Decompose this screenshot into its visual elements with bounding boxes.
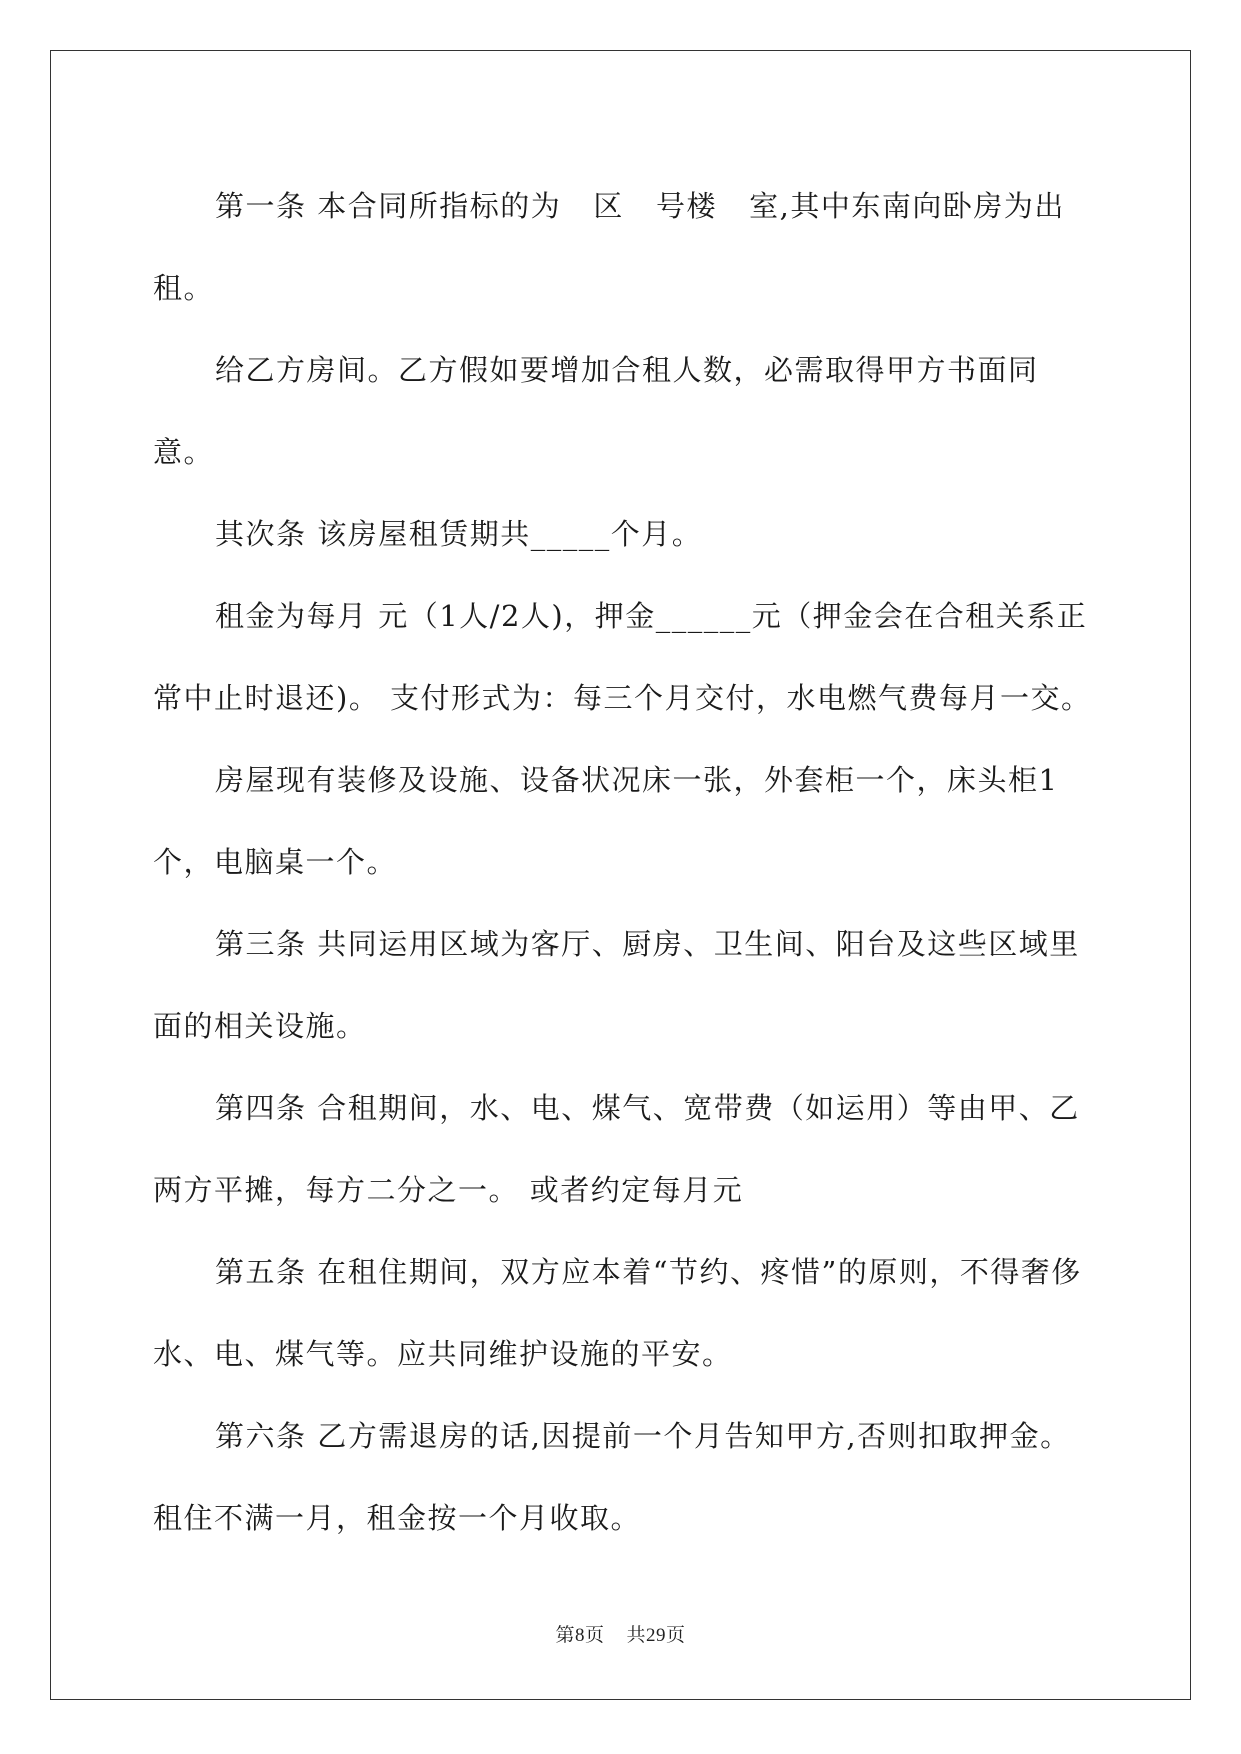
clause-2-rent: 租金为每月 元（1人/2人)，押金______元（押金会在合租关系正常中止时退还)。 支付形式为：每三个月交付，水电燃气费每月一交。: [153, 599, 1092, 715]
clause-3: 第三条 共同运用区域为客厅、厨房、卫生间、阳台及这些区域里面的相关设施。: [153, 927, 1080, 1043]
page-total: 共29页: [626, 1625, 686, 1646]
document-body: [153, 165, 1093, 1559]
clause-1-continued: 给乙方房间。乙方假如要增加合租人数，必需取得甲方书面同意。: [153, 353, 1039, 469]
page-footer: [0, 1620, 1241, 1647]
clause-2-furnishings: 房屋现有装修及设施、设备状况床一张，外套柜一个，床头柜1个，电脑桌一个。: [153, 763, 1059, 879]
clause-6: 第六条 乙方需退房的话,因提前一个月告知甲方,否则扣取押金。租住不满一月，租金按一个月收取。: [153, 1419, 1071, 1535]
page-number: 第8页: [555, 1625, 605, 1646]
clause-1: 第一条 本合同所指标的为 区 号楼 室,其中东南向卧房为出租。: [153, 189, 1065, 305]
clause-2: 其次条 该房屋租赁期共_____个月。: [215, 517, 703, 551]
clause-5: 第五条 在租住期间，双方应本着“节约、疼惜”的原则，不得奢侈水、电、煤气等。应共同维护设施的平安。: [153, 1255, 1082, 1371]
clause-4: 第四条 合租期间，水、电、煤气、宽带费（如运用）等由甲、乙两方平摊，每方二分之一。 或者约定每月元: [153, 1091, 1080, 1207]
